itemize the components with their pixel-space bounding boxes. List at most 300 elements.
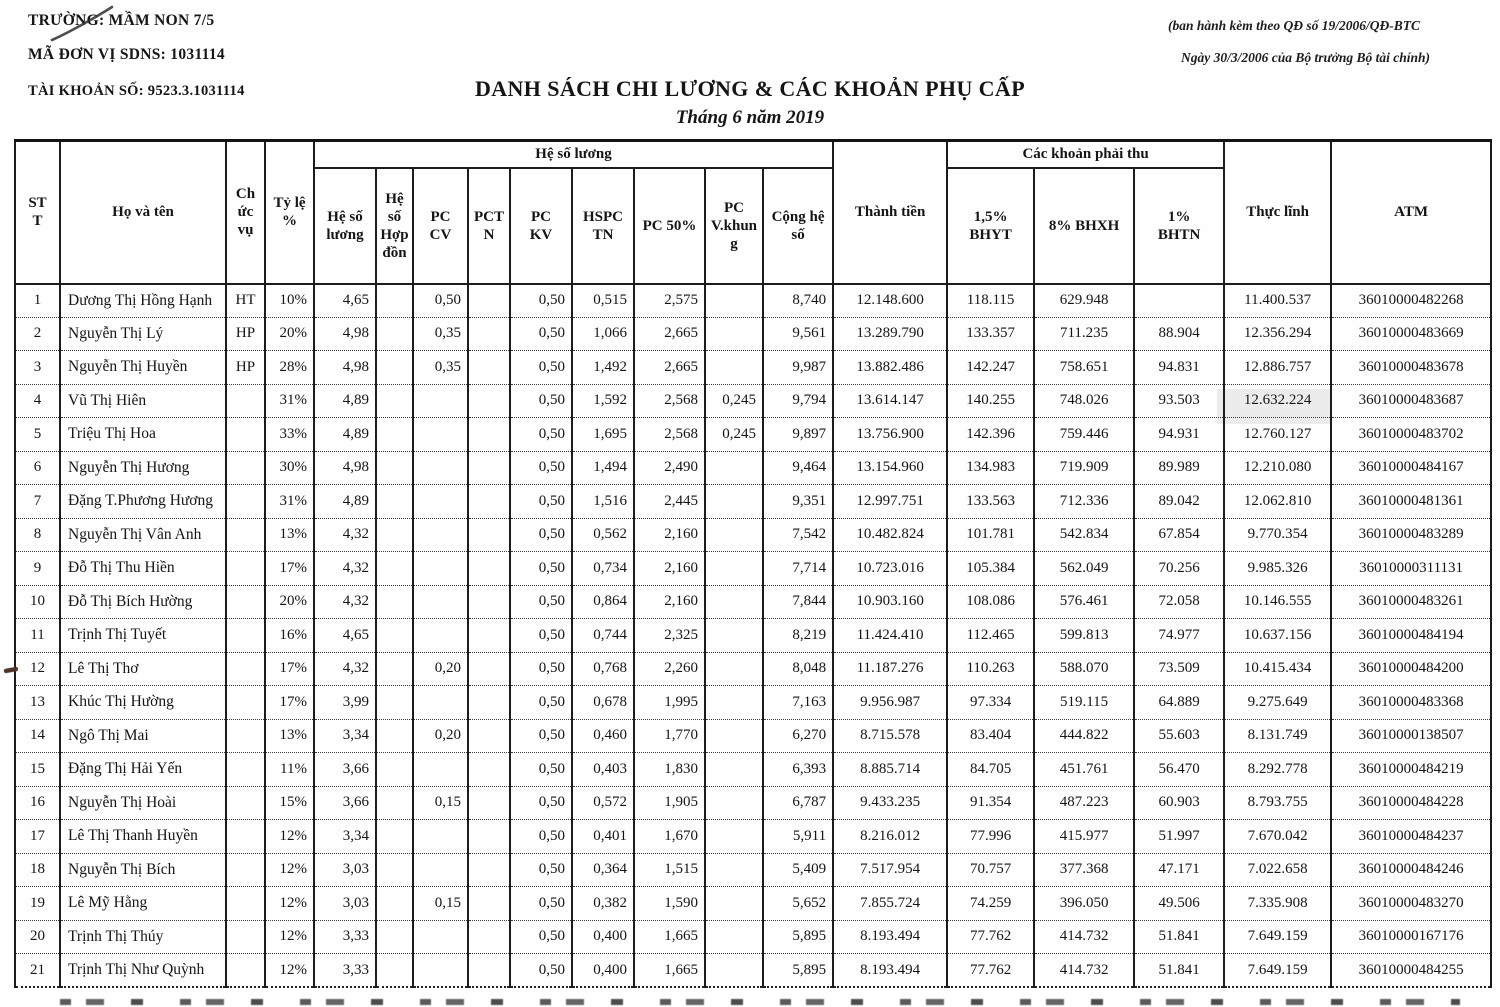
cell-thuc-linh: 12.760.127 [1224, 418, 1331, 452]
cell-thanh-tien: 11.187.276 [833, 652, 947, 686]
cell-pc-50: 1,995 [634, 686, 705, 720]
cell-hspc-tn: 0,400 [572, 954, 634, 988]
cell-he-so-luong: 3,34 [314, 719, 376, 753]
cell-thuc-linh: 12.356.294 [1224, 317, 1331, 351]
cell-pctn [468, 786, 510, 820]
table-body [15, 284, 1491, 988]
cell-pc-kv: 0,50 [510, 552, 572, 586]
cell-hs-hop-dong [376, 351, 413, 385]
cell-atm: 36010000484228 [1331, 786, 1491, 820]
table-row [15, 317, 1491, 351]
cell-hs-hop-dong [376, 719, 413, 753]
cell-stt: 19 [15, 887, 60, 921]
cell-he-so-luong: 3,33 [314, 920, 376, 954]
col-header-bhxh: 8% BHXH [1034, 168, 1134, 284]
salary-table [14, 139, 1492, 988]
table-row [15, 652, 1491, 686]
cell-hspc-tn: 0,572 [572, 786, 634, 820]
cell-bhyt: 84.705 [947, 753, 1034, 787]
cell-hs-hop-dong [376, 384, 413, 418]
cell-cong-he-so: 9,351 [763, 485, 833, 519]
cell-pctn [468, 853, 510, 887]
cell-thuc-linh: 12.210.080 [1224, 451, 1331, 485]
cell-bhyt: 108.086 [947, 585, 1034, 619]
cell-ty-le: 30% [265, 451, 314, 485]
cell-cong-he-so: 7,844 [763, 585, 833, 619]
cell-pc-vkhung [705, 719, 763, 753]
cell-pc-cv [413, 552, 468, 586]
cell-pc-vkhung [705, 317, 763, 351]
cell-cong-he-so: 8,740 [763, 284, 833, 318]
cell-hspc-tn: 0,515 [572, 284, 634, 318]
cell-pc-vkhung [705, 820, 763, 854]
cell-hspc-tn: 1,516 [572, 485, 634, 519]
cell-pc-50: 2,665 [634, 317, 705, 351]
cell-pc-50: 1,665 [634, 920, 705, 954]
cutoff-row-artifact [60, 999, 1460, 1005]
cell-thuc-linh: 10.637.156 [1224, 619, 1331, 653]
cell-bhtn: 70.256 [1134, 552, 1224, 586]
cell-hs-hop-dong [376, 686, 413, 720]
cell-bhtn: 47.171 [1134, 853, 1224, 887]
cell-chuc-vu [226, 954, 265, 988]
cell-pc-vkhung [705, 652, 763, 686]
cell-cong-he-so: 8,048 [763, 652, 833, 686]
cell-pctn [468, 887, 510, 921]
cell-he-so-luong: 4,32 [314, 652, 376, 686]
cell-atm: 36010000483261 [1331, 585, 1491, 619]
cell-pc-50: 1,590 [634, 887, 705, 921]
cell-pctn [468, 418, 510, 452]
cell-pc-vkhung [705, 518, 763, 552]
cell-hs-hop-dong [376, 418, 413, 452]
cell-cong-he-so: 5,652 [763, 887, 833, 921]
cell-pctn [468, 820, 510, 854]
cell-chuc-vu [226, 652, 265, 686]
cell-cong-he-so: 6,787 [763, 786, 833, 820]
cell-bhyt: 97.334 [947, 686, 1034, 720]
cell-bhyt: 74.259 [947, 887, 1034, 921]
cell-bhyt: 133.357 [947, 317, 1034, 351]
cell-ho-va-ten: Lê Thị Thơ [60, 652, 226, 686]
cell-ho-va-ten: Trịnh Thị Như Quỳnh [60, 954, 226, 988]
cell-bhyt: 77.996 [947, 820, 1034, 854]
cell-ty-le: 31% [265, 384, 314, 418]
cell-he-so-luong: 4,65 [314, 619, 376, 653]
cell-atm: 36010000483669 [1331, 317, 1491, 351]
cell-pc-cv [413, 384, 468, 418]
cell-bhtn: 51.841 [1134, 954, 1224, 988]
table-row [15, 786, 1491, 820]
col-header-chuc-vu: Chức vụ [226, 141, 265, 284]
cell-chuc-vu [226, 686, 265, 720]
cell-bhyt: 142.396 [947, 418, 1034, 452]
cell-bhxh: 562.049 [1034, 552, 1134, 586]
cell-hspc-tn: 1,494 [572, 451, 634, 485]
col-header-hspc-tn: HSPC TN [572, 168, 634, 284]
cell-pc-50: 2,160 [634, 585, 705, 619]
cell-pc-kv: 0,50 [510, 920, 572, 954]
cell-thuc-linh: 12.886.757 [1224, 351, 1331, 385]
cell-chuc-vu [226, 518, 265, 552]
cell-pc-kv: 0,50 [510, 820, 572, 854]
cell-bhtn: 56.470 [1134, 753, 1224, 787]
cell-pctn [468, 317, 510, 351]
cell-bhtn: 67.854 [1134, 518, 1224, 552]
cell-pc-50: 1,515 [634, 853, 705, 887]
cell-pc-cv [413, 451, 468, 485]
cell-bhtn: 74.977 [1134, 619, 1224, 653]
cell-bhxh: 759.446 [1034, 418, 1134, 452]
cell-bhxh: 588.070 [1034, 652, 1134, 686]
cell-bhxh: 758.651 [1034, 351, 1134, 385]
cell-pc-vkhung [705, 351, 763, 385]
table-row [15, 753, 1491, 787]
cell-ho-va-ten: Nguyễn Thị Huyền [60, 351, 226, 385]
cell-ho-va-ten: Lê Mỹ Hằng [60, 887, 226, 921]
cell-pc-cv: 0,35 [413, 317, 468, 351]
cell-bhxh: 444.822 [1034, 719, 1134, 753]
cell-hspc-tn: 0,401 [572, 820, 634, 854]
cell-hs-hop-dong [376, 585, 413, 619]
decree-reference-line2: Ngày 30/3/2006 của Bộ trưởng Bộ tài chính) [1181, 50, 1430, 65]
cell-bhtn: 94.831 [1134, 351, 1224, 385]
cell-bhxh: 629.948 [1034, 284, 1134, 318]
cell-cong-he-so: 6,393 [763, 753, 833, 787]
cell-thanh-tien: 13.756.900 [833, 418, 947, 452]
cell-chuc-vu [226, 418, 265, 452]
cell-bhtn: 51.997 [1134, 820, 1224, 854]
cell-hspc-tn: 0,678 [572, 686, 634, 720]
col-header-hs-hop-dong: Hệ số Hợp đồn [376, 168, 413, 284]
cell-hspc-tn: 0,734 [572, 552, 634, 586]
cell-pc-vkhung [705, 920, 763, 954]
cell-stt: 21 [15, 954, 60, 988]
decree-reference-line1: (ban hành kèm theo QĐ số 19/2006/QĐ-BTC [1168, 18, 1421, 33]
cell-thanh-tien: 7.855.724 [833, 887, 947, 921]
col-header-pc-vkhung: PC V.khung [705, 168, 763, 284]
cell-thuc-linh: 8.131.749 [1224, 719, 1331, 753]
col-header-pctn: PCTN [468, 168, 510, 284]
cell-pc-kv: 0,50 [510, 284, 572, 318]
cell-pctn [468, 719, 510, 753]
cell-pc-50: 1,770 [634, 719, 705, 753]
cell-thuc-linh: 7.649.159 [1224, 954, 1331, 988]
cell-pc-50: 2,160 [634, 552, 705, 586]
cell-chuc-vu [226, 786, 265, 820]
cell-bhyt: 101.781 [947, 518, 1034, 552]
cell-he-so-luong: 3,33 [314, 954, 376, 988]
cell-pc-cv: 0,50 [413, 284, 468, 318]
cell-bhyt: 142.247 [947, 351, 1034, 385]
cell-cong-he-so: 5,911 [763, 820, 833, 854]
cell-thanh-tien: 9.433.235 [833, 786, 947, 820]
cell-thanh-tien: 13.882.486 [833, 351, 947, 385]
cell-pc-50: 2,490 [634, 451, 705, 485]
cell-atm: 36010000167176 [1331, 920, 1491, 954]
col-header-thanh-tien: Thành tiền [833, 141, 947, 284]
cell-cong-he-so: 9,464 [763, 451, 833, 485]
cell-pc-vkhung [705, 619, 763, 653]
cell-pc-cv [413, 619, 468, 653]
cell-ty-le: 28% [265, 351, 314, 385]
cell-cong-he-so: 9,987 [763, 351, 833, 385]
cell-cong-he-so: 5,409 [763, 853, 833, 887]
cell-ho-va-ten: Nguyễn Thị Hương [60, 451, 226, 485]
cell-pc-50: 2,575 [634, 284, 705, 318]
cell-chuc-vu: HT [226, 284, 265, 318]
table-row [15, 585, 1491, 619]
cell-pc-50: 2,260 [634, 652, 705, 686]
cell-pctn [468, 384, 510, 418]
cell-thanh-tien: 13.614.147 [833, 384, 947, 418]
cell-ho-va-ten: Nguyễn Thị Bích [60, 853, 226, 887]
cell-pc-50: 1,665 [634, 954, 705, 988]
cell-bhyt: 110.263 [947, 652, 1034, 686]
cell-atm: 36010000484246 [1331, 853, 1491, 887]
cell-pc-cv: 0,20 [413, 719, 468, 753]
cell-chuc-vu [226, 619, 265, 653]
cell-hspc-tn: 0,562 [572, 518, 634, 552]
cell-hs-hop-dong [376, 518, 413, 552]
cell-stt: 17 [15, 820, 60, 854]
cell-stt: 4 [15, 384, 60, 418]
cell-thuc-linh: 9.770.354 [1224, 518, 1331, 552]
cell-stt: 3 [15, 351, 60, 385]
cell-he-so-luong: 3,66 [314, 786, 376, 820]
cell-hspc-tn: 0,382 [572, 887, 634, 921]
cell-bhtn: 60.903 [1134, 786, 1224, 820]
cell-ty-le: 12% [265, 820, 314, 854]
cell-pc-vkhung [705, 853, 763, 887]
cell-atm: 36010000483289 [1331, 518, 1491, 552]
cell-ty-le: 15% [265, 786, 314, 820]
cell-ty-le: 20% [265, 317, 314, 351]
cell-ho-va-ten: Nguyễn Thị Lý [60, 317, 226, 351]
cell-atm: 36010000484219 [1331, 753, 1491, 787]
cell-bhxh: 519.115 [1034, 686, 1134, 720]
cell-ho-va-ten: Đỗ Thị Thu Hiền [60, 552, 226, 586]
cell-stt: 12 [15, 652, 60, 686]
cell-pc-50: 1,670 [634, 820, 705, 854]
cell-pc-50: 2,665 [634, 351, 705, 385]
cell-pc-vkhung [705, 686, 763, 720]
cell-pc-kv: 0,50 [510, 652, 572, 686]
table-row [15, 384, 1491, 418]
cell-hspc-tn: 1,592 [572, 384, 634, 418]
cell-thanh-tien: 10.723.016 [833, 552, 947, 586]
cell-pc-cv: 0,20 [413, 652, 468, 686]
cell-hspc-tn: 1,066 [572, 317, 634, 351]
cell-bhtn: 88.904 [1134, 317, 1224, 351]
cell-he-so-luong: 3,34 [314, 820, 376, 854]
table-row [15, 518, 1491, 552]
cell-bhtn: 49.506 [1134, 887, 1224, 921]
cell-bhyt: 91.354 [947, 786, 1034, 820]
table-row [15, 351, 1491, 385]
cell-bhtn: 93.503 [1134, 384, 1224, 418]
cell-stt: 6 [15, 451, 60, 485]
cell-bhtn: 55.603 [1134, 719, 1224, 753]
cell-pc-kv: 0,50 [510, 351, 572, 385]
cell-ho-va-ten: Ngô Thị Mai [60, 719, 226, 753]
cell-thuc-linh: 12.632.224 [1224, 384, 1331, 418]
cell-thuc-linh: 10.146.555 [1224, 585, 1331, 619]
cell-pc-kv: 0,50 [510, 686, 572, 720]
unit-code: MÃ ĐƠN VỊ SDNS: 1031114 [28, 46, 225, 63]
cell-pctn [468, 585, 510, 619]
cell-pc-kv: 0,50 [510, 954, 572, 988]
cell-pctn [468, 920, 510, 954]
cell-he-so-luong: 4,89 [314, 418, 376, 452]
cell-bhxh: 414.732 [1034, 954, 1134, 988]
cell-pc-kv: 0,50 [510, 853, 572, 887]
cell-bhtn [1134, 284, 1224, 318]
cell-pc-cv [413, 485, 468, 519]
cell-bhtn: 94.931 [1134, 418, 1224, 452]
col-header-bhyt: 1,5% BHYT [947, 168, 1034, 284]
cell-ty-le: 13% [265, 719, 314, 753]
cell-pc-50: 1,905 [634, 786, 705, 820]
cell-thuc-linh: 7.335.908 [1224, 887, 1331, 921]
cell-chuc-vu [226, 552, 265, 586]
cell-pctn [468, 451, 510, 485]
cell-bhyt: 134.983 [947, 451, 1034, 485]
cell-atm: 36010000484237 [1331, 820, 1491, 854]
cell-pc-kv: 0,50 [510, 753, 572, 787]
cell-thanh-tien: 7.517.954 [833, 853, 947, 887]
cell-bhyt: 70.757 [947, 853, 1034, 887]
cell-hs-hop-dong [376, 954, 413, 988]
cell-bhyt: 140.255 [947, 384, 1034, 418]
col-header-bhtn: 1% BHTN [1134, 168, 1224, 284]
col-header-pc-cv: PC CV [413, 168, 468, 284]
cell-bhxh: 712.336 [1034, 485, 1134, 519]
cell-atm: 36010000483270 [1331, 887, 1491, 921]
cell-pc-kv: 0,50 [510, 887, 572, 921]
cell-he-so-luong: 4,98 [314, 351, 376, 385]
cell-hs-hop-dong [376, 887, 413, 921]
cell-bhtn: 64.889 [1134, 686, 1224, 720]
table-row [15, 820, 1491, 854]
cell-atm: 36010000483687 [1331, 384, 1491, 418]
cell-bhxh: 415.977 [1034, 820, 1134, 854]
cell-bhyt: 77.762 [947, 954, 1034, 988]
col-header-pc-kv: PC KV [510, 168, 572, 284]
cell-pctn [468, 753, 510, 787]
cell-cong-he-so: 9,897 [763, 418, 833, 452]
cell-thuc-linh: 12.062.810 [1224, 485, 1331, 519]
cell-hs-hop-dong [376, 317, 413, 351]
table-row [15, 619, 1491, 653]
cell-pc-vkhung: 0,245 [705, 418, 763, 452]
cell-thuc-linh: 7.022.658 [1224, 853, 1331, 887]
cell-chuc-vu [226, 887, 265, 921]
cell-bhtn: 89.989 [1134, 451, 1224, 485]
cell-stt: 15 [15, 753, 60, 787]
cell-ho-va-ten: Trịnh Thị Thúy [60, 920, 226, 954]
cell-stt: 9 [15, 552, 60, 586]
page-title: DANH SÁCH CHI LƯƠNG & CÁC KHOẢN PHỤ CẤP [474, 76, 1026, 101]
cell-he-so-luong: 3,66 [314, 753, 376, 787]
cell-atm: 36010000482268 [1331, 284, 1491, 318]
cell-pctn [468, 619, 510, 653]
pen-stroke-artifact [40, 2, 130, 48]
cell-ho-va-ten: Trịnh Thị Tuyết [60, 619, 226, 653]
cell-he-so-luong: 4,32 [314, 585, 376, 619]
cell-ty-le: 10% [265, 284, 314, 318]
cell-pctn [468, 552, 510, 586]
cell-thuc-linh: 8.793.755 [1224, 786, 1331, 820]
cell-thanh-tien: 11.424.410 [833, 619, 947, 653]
cell-he-so-luong: 4,32 [314, 552, 376, 586]
cell-cong-he-so: 9,561 [763, 317, 833, 351]
cell-thuc-linh: 8.292.778 [1224, 753, 1331, 787]
cell-ho-va-ten: Đặng T.Phương Hương [60, 485, 226, 519]
cell-hs-hop-dong [376, 853, 413, 887]
cell-stt: 8 [15, 518, 60, 552]
cell-pctn [468, 518, 510, 552]
cell-atm: 36010000138507 [1331, 719, 1491, 753]
cell-thanh-tien: 10.482.824 [833, 518, 947, 552]
col-header-ho-va-ten: Họ và tên [60, 141, 226, 284]
cell-atm: 36010000311131 [1331, 552, 1491, 586]
cell-he-so-luong: 4,65 [314, 284, 376, 318]
cell-pc-kv: 0,50 [510, 384, 572, 418]
cell-hs-hop-dong [376, 786, 413, 820]
cell-chuc-vu [226, 820, 265, 854]
cell-stt: 16 [15, 786, 60, 820]
col-header-he-so-luong: Hệ số lương [314, 168, 376, 284]
cell-pctn [468, 954, 510, 988]
cell-pc-kv: 0,50 [510, 719, 572, 753]
cell-cong-he-so: 6,270 [763, 719, 833, 753]
cell-bhyt: 83.404 [947, 719, 1034, 753]
cell-atm: 36010000484194 [1331, 619, 1491, 653]
cell-stt: 18 [15, 853, 60, 887]
cell-cong-he-so: 7,714 [763, 552, 833, 586]
cell-bhyt: 105.384 [947, 552, 1034, 586]
table-row [15, 284, 1491, 318]
page-subtitle: Tháng 6 năm 2019 [675, 107, 825, 128]
table-row [15, 920, 1491, 954]
table-row [15, 418, 1491, 452]
cell-bhxh: 719.909 [1034, 451, 1134, 485]
cell-thuc-linh: 7.670.042 [1224, 820, 1331, 854]
cell-pc-cv [413, 585, 468, 619]
cell-pc-kv: 0,50 [510, 317, 572, 351]
cell-pc-50: 2,568 [634, 418, 705, 452]
cell-bhyt: 112.465 [947, 619, 1034, 653]
cell-bhxh: 711.235 [1034, 317, 1134, 351]
cell-bhtn: 73.509 [1134, 652, 1224, 686]
cell-pc-vkhung [705, 753, 763, 787]
cell-pc-cv: 0,35 [413, 351, 468, 385]
cell-cong-he-so: 9,794 [763, 384, 833, 418]
cell-pc-cv [413, 686, 468, 720]
cell-bhxh: 599.813 [1034, 619, 1134, 653]
cell-ho-va-ten: Đỗ Thị Bích Hường [60, 585, 226, 619]
cell-he-so-luong: 3,99 [314, 686, 376, 720]
table-row [15, 954, 1491, 988]
cell-pc-50: 2,325 [634, 619, 705, 653]
cell-stt: 13 [15, 686, 60, 720]
cell-stt: 11 [15, 619, 60, 653]
account-number: TÀI KHOẢN SỐ: 9523.3.1031114 [28, 83, 245, 99]
table-row [15, 451, 1491, 485]
cell-pc-50: 2,568 [634, 384, 705, 418]
cell-pc-kv: 0,50 [510, 619, 572, 653]
